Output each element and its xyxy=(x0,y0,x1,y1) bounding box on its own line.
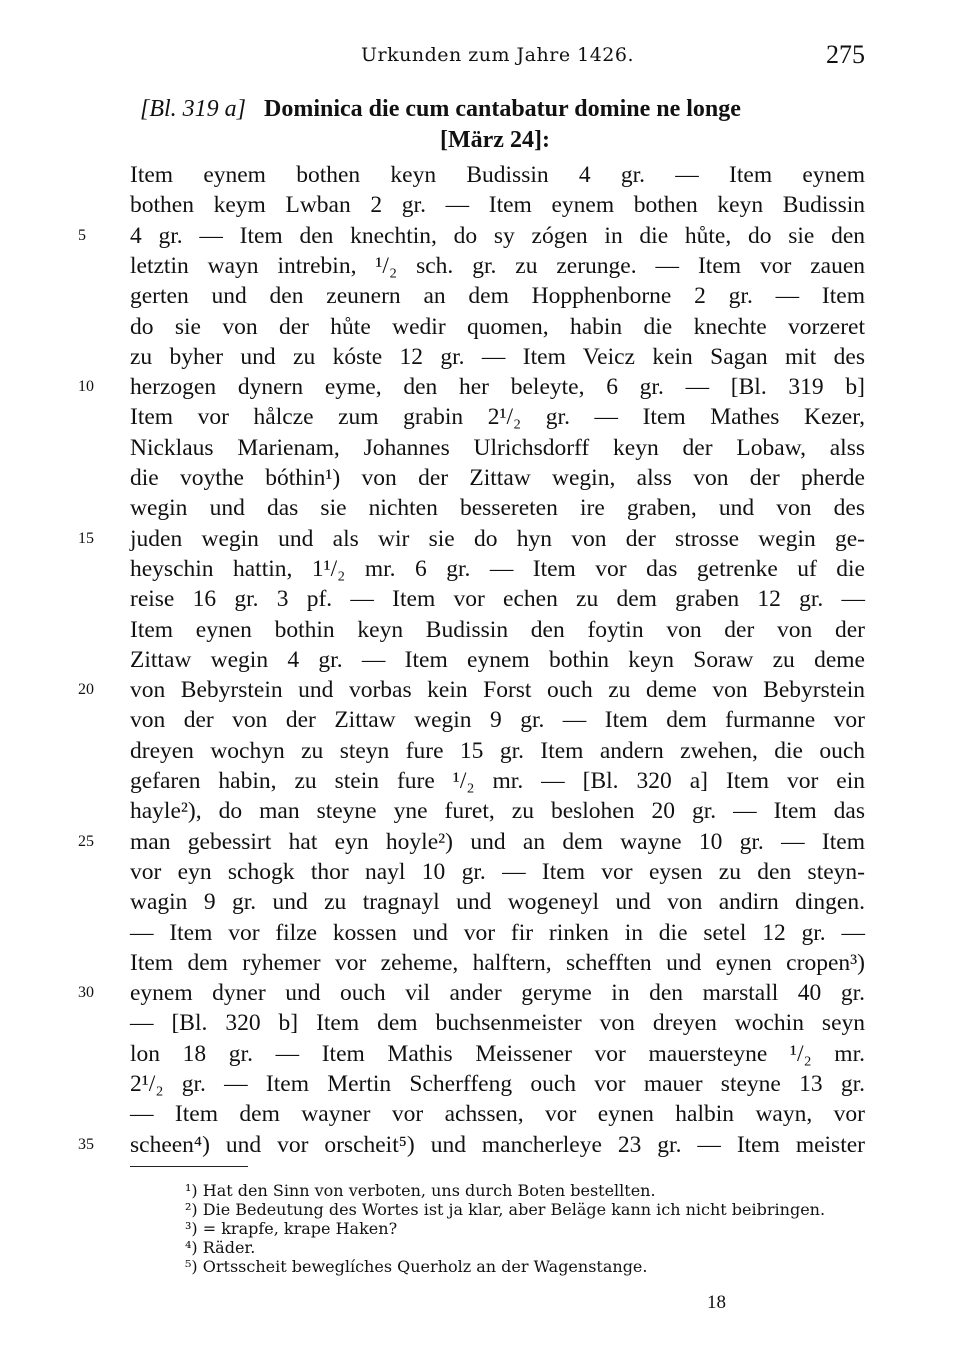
text-line: zu byher und zu kóste 12 gr. — Item Veicz kein Sagan mit des xyxy=(130,343,865,370)
text-line: man gebessirt hat eyn hoyle²) und an dem wayne 10 gr. — Item xyxy=(130,828,865,855)
text-line: lon 18 gr. — Item Mathis Meissener vor mauersteyne ¹/₂ mr. xyxy=(130,1040,865,1067)
folio-reference: [Bl. 319 a] xyxy=(140,96,247,122)
text-line: eynem dyner und ouch vil ander geryme in den marstall 40 gr. xyxy=(130,980,865,1007)
text-line: Item eynen bothin keyn Budissin den foytin von der von der xyxy=(130,616,865,643)
text-line: bothen keym Lwban 2 gr. — Item eynem bothen keyn Budissin xyxy=(130,192,865,219)
section-heading xyxy=(140,94,860,156)
text-line: Item dem ryhemer vor zeheme, halftern, schefften und eynen cropen³) xyxy=(130,949,865,976)
heading-title: Dominica die cum cantabatur domine ne longe xyxy=(264,96,741,122)
text-line: gefaren habin, zu stein fure ¹/₂ mr. — [Bl. 320 a] Item vor ein xyxy=(130,768,865,794)
text-line: — Item vor filze kossen und vor fir rinken in die setel 12 gr. — xyxy=(130,919,865,946)
text-line: heyschin hattin, 1¹/₂ mr. 6 gr. — Item vor das getrenke uf die xyxy=(130,555,865,582)
heading-date: [März 24]: xyxy=(440,127,550,153)
text-line: die voythe bóthin¹) von der Zittaw wegin, alss von der pherde xyxy=(130,465,865,491)
line-number: 30 xyxy=(78,984,94,1002)
text-line: Item eynem bothen keyn Budissin 4 gr. — Item eynem xyxy=(130,162,865,188)
text-line: Item vor hålcze zum grabin 2¹/₂ gr. — Item Mathes Kezer, xyxy=(130,404,865,431)
text-line: herzogen dynern eyme, den her beleyte, 6 gr. — [Bl. 319 b] xyxy=(130,374,865,401)
footnote: ⁵) Ortsscheit beweglíches Querholz an der Wagenstange. xyxy=(185,1257,648,1276)
text-line: 2¹/₂ gr. — Item Mertin Scherffeng ouch vor mauer steyne 13 gr. xyxy=(130,1071,865,1097)
text-line: reise 16 gr. 3 pf. — Item vor echen zu dem graben 12 gr. — xyxy=(130,586,865,613)
text-line: 4 gr. — Item den knechtin, do sy zógen in die hůte, do sie den xyxy=(130,222,865,249)
text-line: do sie von der hůte wedir quomen, habin die knechte vorzeret xyxy=(130,313,865,340)
text-line: von der von der Zittaw wegin 9 gr. — Item dem furmanne vor xyxy=(130,707,865,734)
text-line: — Item dem wayner vor achssen, vor eynen halbin wayn, vor xyxy=(130,1101,865,1128)
text-line: vor eyn schogk thor nayl 10 gr. — Item vor eysen zu den steyn- xyxy=(130,858,865,885)
text-line: von Bebyrstein und vorbas kein Forst ouch zu deme von Bebyrstein xyxy=(130,677,865,704)
text-line: wagin 9 gr. und zu tragnayl und wogeneyl und von andirn dingen. xyxy=(130,889,865,916)
line-number: 20 xyxy=(78,681,94,699)
page-number: 275 xyxy=(826,40,865,69)
line-number: 10 xyxy=(78,378,94,396)
text-line: hayle²), do man steyne yne furet, zu beslohen 20 gr. — Item das xyxy=(130,798,865,825)
text-line: letztin wayn intrebin, ¹/₂ sch. gr. zu zerunge. — Item vor zauen xyxy=(130,252,865,279)
footnote-rule xyxy=(130,1166,248,1167)
text-line: Nicklaus Marienam, Johannes Ulrichsdorff keyn der Lobaw, alss xyxy=(130,434,865,461)
text-line: scheen⁴) und vor orscheit⁵) und mancherleye 23 gr. — Item meister xyxy=(130,1131,865,1158)
line-number: 35 xyxy=(78,1135,94,1153)
line-number: 25 xyxy=(78,832,94,850)
running-head xyxy=(130,36,865,72)
printer-signature: 18 xyxy=(707,1292,726,1313)
text-line: dreyen wochyn zu steyn fure 15 gr. Item andern zwehen, die ouch xyxy=(130,737,865,764)
running-title: Urkunden zum Jahre 1426. xyxy=(360,44,634,66)
text-line: juden wegin und als wir sie do hyn von der strosse wegin ge- xyxy=(130,525,865,552)
footnote: ⁴) Räder. xyxy=(185,1238,256,1257)
text-line: — [Bl. 320 b] Item dem buchsenmeister von dreyen wochin seyn xyxy=(130,1010,865,1037)
footnote: ¹) Hat den Sinn von verboten, uns durch Boten bestellten. xyxy=(185,1181,656,1200)
text-line: Zittaw wegin 4 gr. — Item eynem bothin keyn Soraw zu deme xyxy=(130,646,865,673)
text-line: wegin und das sie nichten bessereten ire graben, und von des xyxy=(130,495,865,522)
footnote: ²) Die Bedeutung des Wortes ist ja klar, aber Beläge kann ich nicht beibringen. xyxy=(185,1200,826,1219)
line-number: 5 xyxy=(78,226,86,244)
text-line: gerten und den zeunern an dem Hopphenborne 2 gr. — Item xyxy=(130,283,865,310)
footnote: ³) = krapfe, krape Haken? xyxy=(185,1219,398,1238)
line-number: 15 xyxy=(78,529,94,547)
